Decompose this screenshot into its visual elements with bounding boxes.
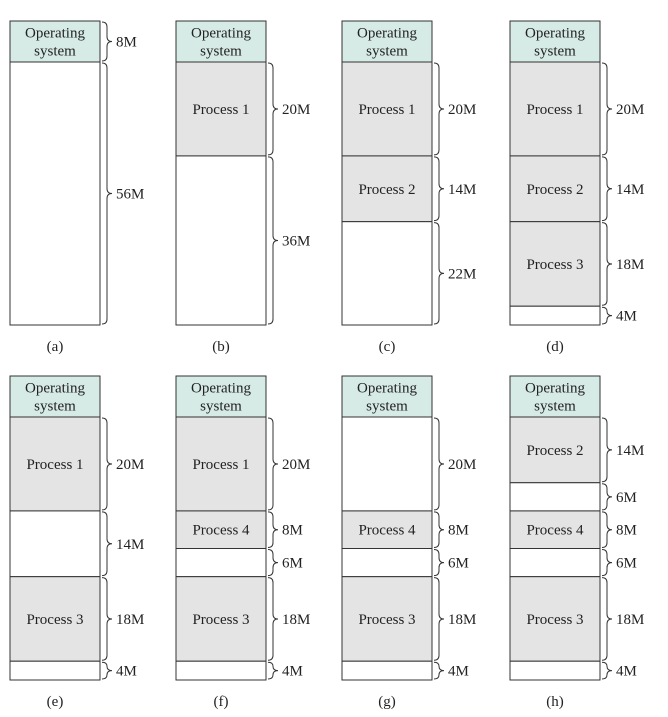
free-block bbox=[342, 549, 432, 577]
size-label: 18M bbox=[616, 611, 645, 628]
size-label: 22M bbox=[448, 266, 477, 283]
size-label: 36M bbox=[282, 233, 311, 250]
size-brace bbox=[268, 662, 278, 679]
panel-caption: (c) bbox=[378, 339, 396, 355]
block-label: Process 1 bbox=[192, 456, 250, 473]
size-brace bbox=[102, 578, 112, 661]
free-block bbox=[510, 306, 600, 325]
block-label: Process 3 bbox=[526, 256, 584, 273]
block-label: system bbox=[34, 43, 76, 60]
free-block bbox=[10, 661, 100, 680]
block-label: Operating bbox=[191, 380, 251, 397]
size-label: 4M bbox=[116, 663, 137, 680]
block-label: Operating bbox=[25, 25, 85, 42]
size-label: 18M bbox=[616, 256, 645, 273]
size-brace bbox=[602, 63, 612, 155]
size-label: 4M bbox=[616, 663, 637, 680]
block-label: Process 3 bbox=[26, 611, 84, 628]
free-block bbox=[342, 222, 432, 325]
size-brace bbox=[268, 157, 278, 324]
block-label: Process 1 bbox=[192, 101, 250, 118]
size-label: 6M bbox=[282, 555, 303, 572]
size-label: 8M bbox=[282, 522, 303, 539]
block-label: Process 2 bbox=[526, 181, 584, 198]
size-label: 20M bbox=[448, 101, 477, 118]
memory-panel bbox=[10, 21, 144, 355]
free-block bbox=[342, 417, 432, 511]
size-label: 4M bbox=[282, 663, 303, 680]
block-label: Operating bbox=[25, 380, 85, 397]
block-label: Process 4 bbox=[526, 522, 584, 539]
size-label: 14M bbox=[116, 536, 145, 553]
panel-caption: (b) bbox=[212, 339, 230, 355]
block-label: Operating bbox=[525, 380, 585, 397]
block-label: system bbox=[200, 43, 242, 60]
size-brace bbox=[268, 550, 278, 576]
size-brace bbox=[602, 307, 612, 324]
size-brace bbox=[434, 512, 444, 548]
block-label: Process 3 bbox=[192, 611, 250, 628]
panel-caption: (d) bbox=[546, 339, 564, 355]
size-brace bbox=[102, 418, 112, 510]
memory-panel bbox=[176, 21, 310, 355]
size-label: 20M bbox=[448, 456, 477, 473]
block-label: Process 2 bbox=[526, 442, 584, 459]
memory-panel bbox=[510, 21, 644, 355]
size-label: 4M bbox=[448, 663, 469, 680]
free-block bbox=[10, 511, 100, 577]
block-label: system bbox=[534, 398, 576, 415]
panel-caption: (f) bbox=[213, 694, 229, 710]
panel-caption: (g) bbox=[378, 694, 396, 710]
size-brace bbox=[602, 578, 612, 661]
size-brace bbox=[434, 157, 444, 221]
size-label: 20M bbox=[282, 101, 311, 118]
size-label: 14M bbox=[616, 442, 645, 459]
size-label: 4M bbox=[616, 308, 637, 325]
size-label: 6M bbox=[448, 555, 469, 572]
size-label: 56M bbox=[116, 186, 145, 203]
size-label: 18M bbox=[282, 611, 311, 628]
size-label: 6M bbox=[616, 489, 637, 506]
free-block bbox=[176, 661, 266, 680]
block-label: Process 1 bbox=[526, 101, 584, 118]
size-brace bbox=[434, 550, 444, 576]
free-block bbox=[342, 661, 432, 680]
block-label: Process 3 bbox=[358, 611, 416, 628]
size-label: 18M bbox=[448, 611, 477, 628]
panel-caption: (e) bbox=[46, 694, 64, 710]
free-block bbox=[510, 483, 600, 511]
block-label: system bbox=[366, 43, 408, 60]
block-label: Process 4 bbox=[358, 522, 416, 539]
memory-panel bbox=[510, 376, 644, 710]
size-brace bbox=[602, 484, 612, 510]
free-block bbox=[10, 62, 100, 325]
block-label: Process 4 bbox=[192, 522, 250, 539]
memory-panel bbox=[10, 376, 144, 710]
free-block bbox=[176, 156, 266, 325]
block-label: system bbox=[534, 43, 576, 60]
size-brace bbox=[434, 223, 444, 324]
size-brace bbox=[602, 662, 612, 679]
block-label: system bbox=[200, 398, 242, 415]
size-label: 18M bbox=[116, 611, 145, 628]
size-brace bbox=[434, 63, 444, 155]
size-brace bbox=[602, 223, 612, 306]
block-label: Process 1 bbox=[358, 101, 416, 118]
free-block bbox=[510, 661, 600, 680]
size-brace bbox=[434, 418, 444, 510]
size-label: 20M bbox=[616, 101, 645, 118]
size-label: 8M bbox=[448, 522, 469, 539]
size-label: 8M bbox=[616, 522, 637, 539]
size-label: 6M bbox=[616, 555, 637, 572]
memory-panel bbox=[342, 376, 476, 710]
block-label: Process 3 bbox=[526, 611, 584, 628]
size-label: 20M bbox=[116, 456, 145, 473]
block-label: system bbox=[366, 398, 408, 415]
size-brace bbox=[102, 63, 112, 324]
size-brace bbox=[602, 550, 612, 576]
size-brace bbox=[434, 578, 444, 661]
block-label: Process 1 bbox=[26, 456, 84, 473]
size-brace bbox=[102, 512, 112, 576]
size-brace bbox=[602, 418, 612, 482]
block-label: Operating bbox=[525, 25, 585, 42]
block-label: Process 2 bbox=[358, 181, 416, 198]
size-label: 14M bbox=[448, 181, 477, 198]
size-brace bbox=[102, 662, 112, 679]
block-label: Operating bbox=[357, 25, 417, 42]
size-brace bbox=[268, 418, 278, 510]
free-block bbox=[176, 549, 266, 577]
memory-panel bbox=[176, 376, 310, 710]
panel-caption: (h) bbox=[546, 694, 564, 710]
size-brace bbox=[602, 157, 612, 221]
panel-caption: (a) bbox=[46, 339, 64, 355]
size-brace bbox=[602, 512, 612, 548]
size-brace bbox=[268, 63, 278, 155]
size-label: 14M bbox=[616, 181, 645, 198]
block-label: Operating bbox=[191, 25, 251, 42]
block-label: system bbox=[34, 398, 76, 415]
size-brace bbox=[102, 22, 112, 61]
size-brace bbox=[268, 578, 278, 661]
block-label: Operating bbox=[357, 380, 417, 397]
size-label: 8M bbox=[116, 34, 137, 51]
size-label: 20M bbox=[282, 456, 311, 473]
free-block bbox=[510, 549, 600, 577]
memory-panel bbox=[342, 21, 476, 355]
size-brace bbox=[268, 512, 278, 548]
size-brace bbox=[434, 662, 444, 679]
